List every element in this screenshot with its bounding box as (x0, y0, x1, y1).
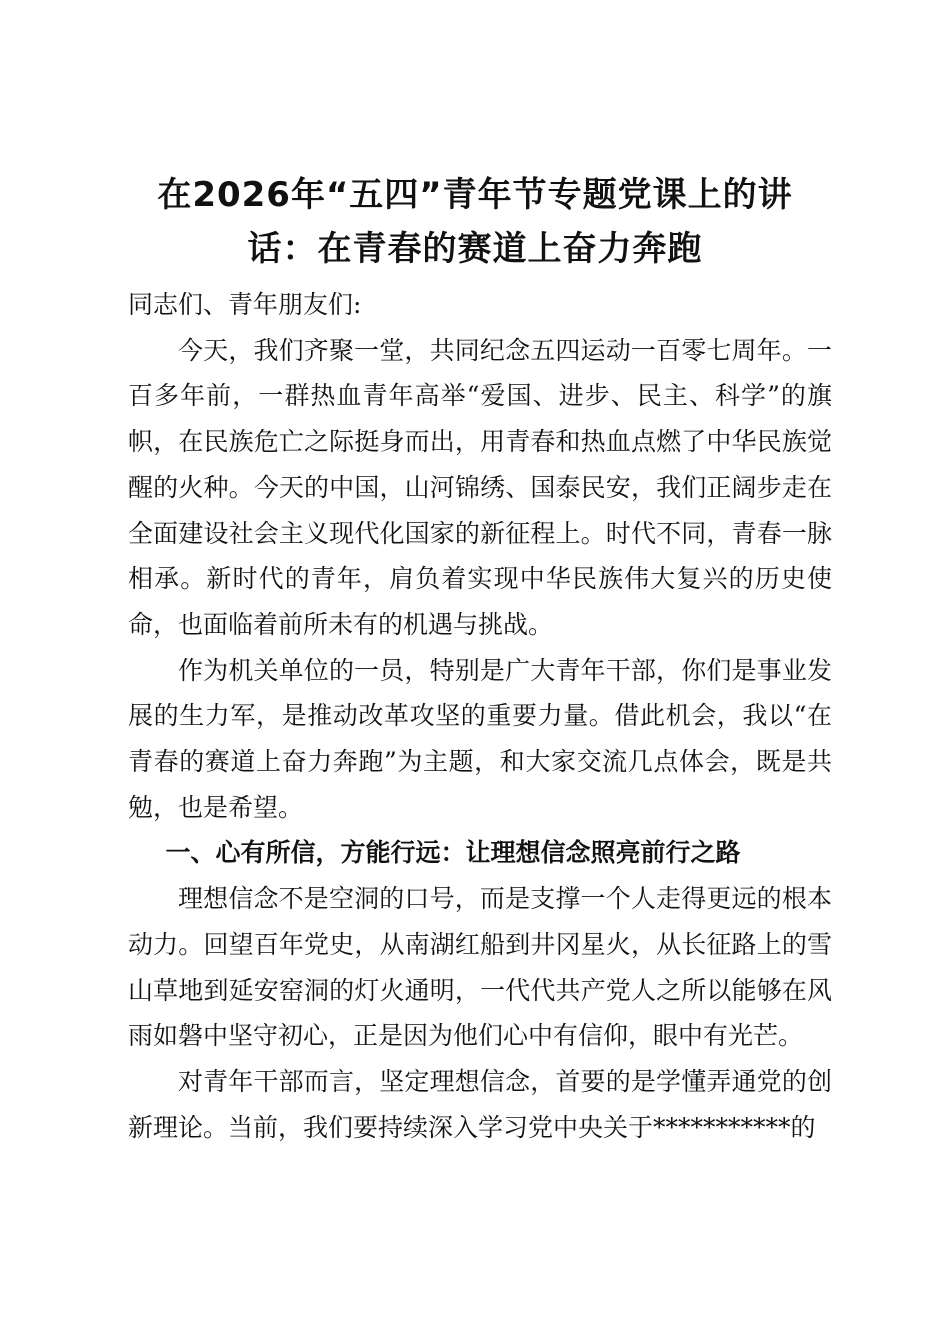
intro-paragraph-2: 作为机关单位的一员，特别是广大青年干部，你们是事业发展的生力军，是推动改革攻坚的重要力量。借此机会，我以“在青春的赛道上奋力奔跑”为主题，和大家交流几点体会，既是共勉，也是希望。 (128, 655, 832, 822)
section1-paragraph-1: 理想信念不是空洞的口号，而是支撑一个人走得更远的根本动力。回望百年党史，从南湖红船到井冈星火，从长征路上的雪山草地到延安窑洞的灯火通明，一代代共产党人之所以能够在风雨如磐中坚守初心，正是因为他们心中有信仰，眼中有光芒。 (128, 884, 832, 1051)
section1-paragraph-2: 对青年干部而言，坚定理想信念，首要的是学懂弄通党的创新理论。当前，我们要持续深入学习党中央关于***********的 (128, 1066, 832, 1142)
document-title: 在2026年“五四”青年节专题党课上的讲话：在青春的赛道上奋力奔跑 (157, 175, 793, 269)
section-heading-1: 一、心有所信，方能行远：让理想信念照亮前行之路 (165, 838, 741, 868)
document-body (128, 282, 832, 1150)
salutation: 同志们、青年朋友们: (128, 290, 362, 319)
intro-paragraph-1: 今天，我们齐聚一堂，共同纪念五四运动一百零七周年。一百多年前，一群热血青年高举“爱国、进步、民主、科学”的旗帜，在民族危亡之际挺身而出，用青春和热血点燃了中华民族觉醒的火种。今天的中国，山河锦绣、国泰民安，我们正阔步走在全面建设社会主义现代化国家的新征程上。时代不同，青春一脉相承。新时代的青年，肩负着实现中华民族伟大复兴的历史使命，也面临着前所未有的机遇与挑战。 (128, 335, 832, 639)
